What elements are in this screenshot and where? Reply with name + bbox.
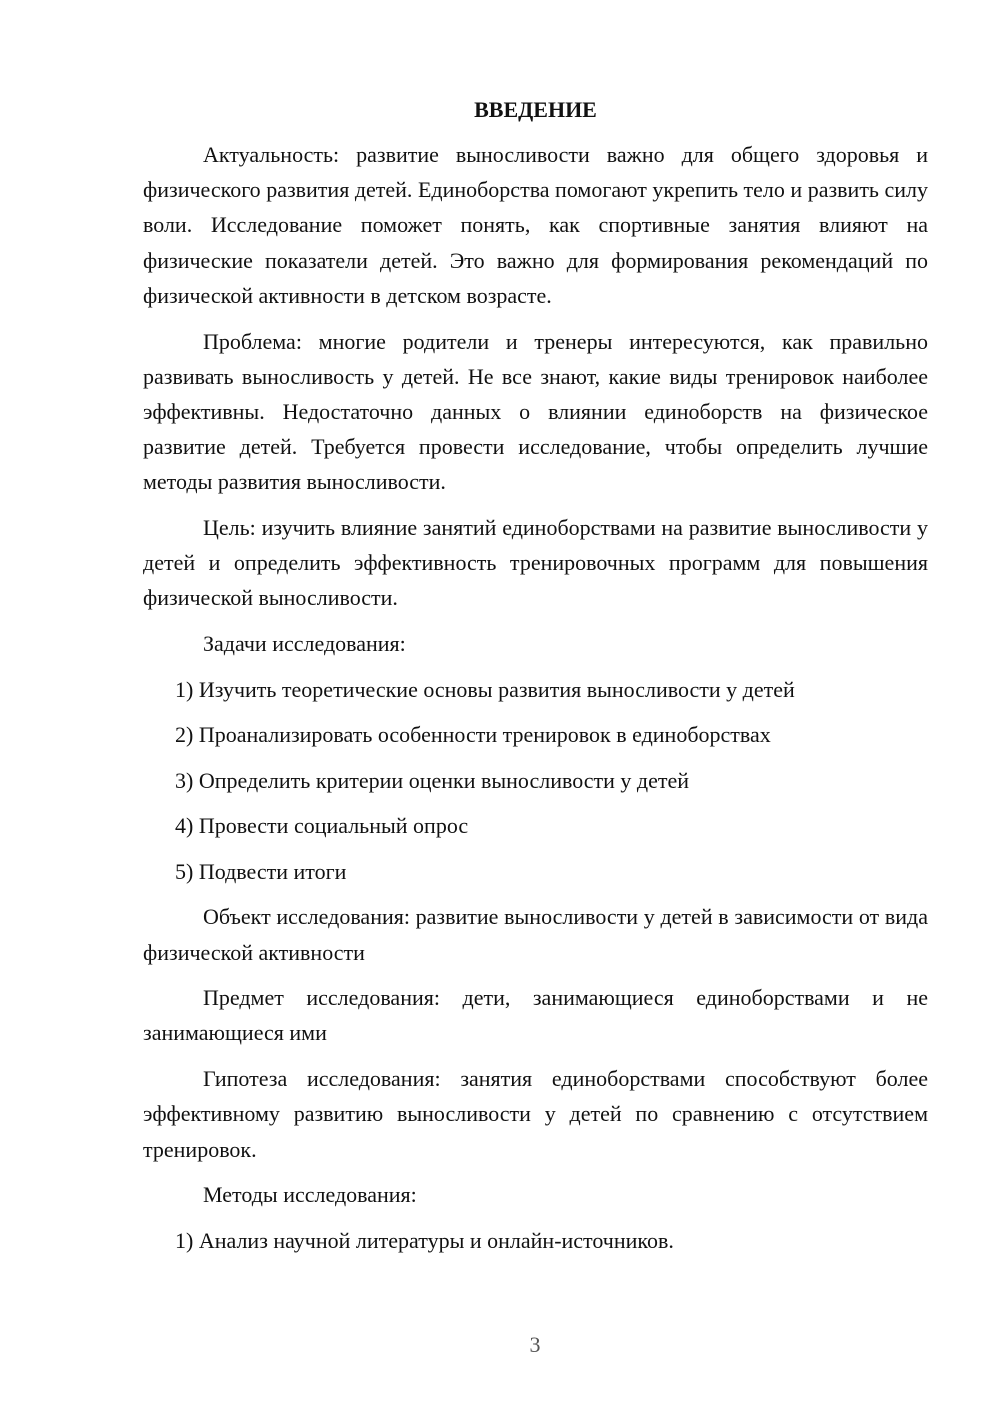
hypothesis-paragraph: Гипотеза исследования: занятия единоборствами способствуют более эффективному развитию выносливости у детей по сравнению с отсутствием тренировок. — [143, 1066, 928, 1162]
section-heading: ВВЕДЕНИЕ — [474, 97, 597, 122]
tasks-title: Задачи исследования: — [203, 631, 406, 657]
methods-title: Методы исследования: — [203, 1182, 417, 1208]
relevance-paragraph: Актуальность: развитие выносливости важно для общего здоровья и физического развития детей. Единоборства помогают укрепить тело и развить силу воли. Исследование поможет понять, как спортивные занятия влияют на физические показатели детей. Это важно для формирования рекомендаций по физической активности в детском возрасте. — [143, 142, 928, 308]
method-item-1: 1) Анализ научной литературы и онлайн-источников. — [175, 1227, 674, 1253]
subject-paragraph: Предмет исследования: дети, занимающиеся единоборствами и не занимающиеся ими — [143, 985, 928, 1046]
task-item-1: 1) Изучить теоретические основы развития выносливости у детей — [175, 676, 795, 702]
page-number: 3 — [529, 1332, 541, 1357]
task-item-3: 3) Определить критерии оценки выносливости у детей — [175, 767, 690, 793]
document-page — [143, 92, 928, 1268]
problem-paragraph: Проблема: многие родители и тренеры интересуются, как правильно развивать выносливость у детей. Не все знают, какие виды тренировок наиболее эффективны. Недостаточно данных о влиянии единоборств на физическое развитие детей. Требуется провести исследование, чтобы определить лучшие методы развития выносливости. — [143, 328, 928, 495]
goal-paragraph: Цель: изучить влияние занятий единоборствами на развитие выносливости у детей и определить эффективность тренировочных программ для повышения физической выносливости. — [143, 515, 928, 611]
task-item-2: 2) Проанализировать особенности тренировок в единоборствах — [175, 722, 771, 748]
object-paragraph: Объект исследования: развитие выносливости у детей в зависимости от вида физической активности — [143, 904, 928, 965]
task-item-4: 4) Провести социальный опрос — [175, 813, 469, 839]
task-item-5: 5) Подвести итоги — [175, 858, 347, 884]
